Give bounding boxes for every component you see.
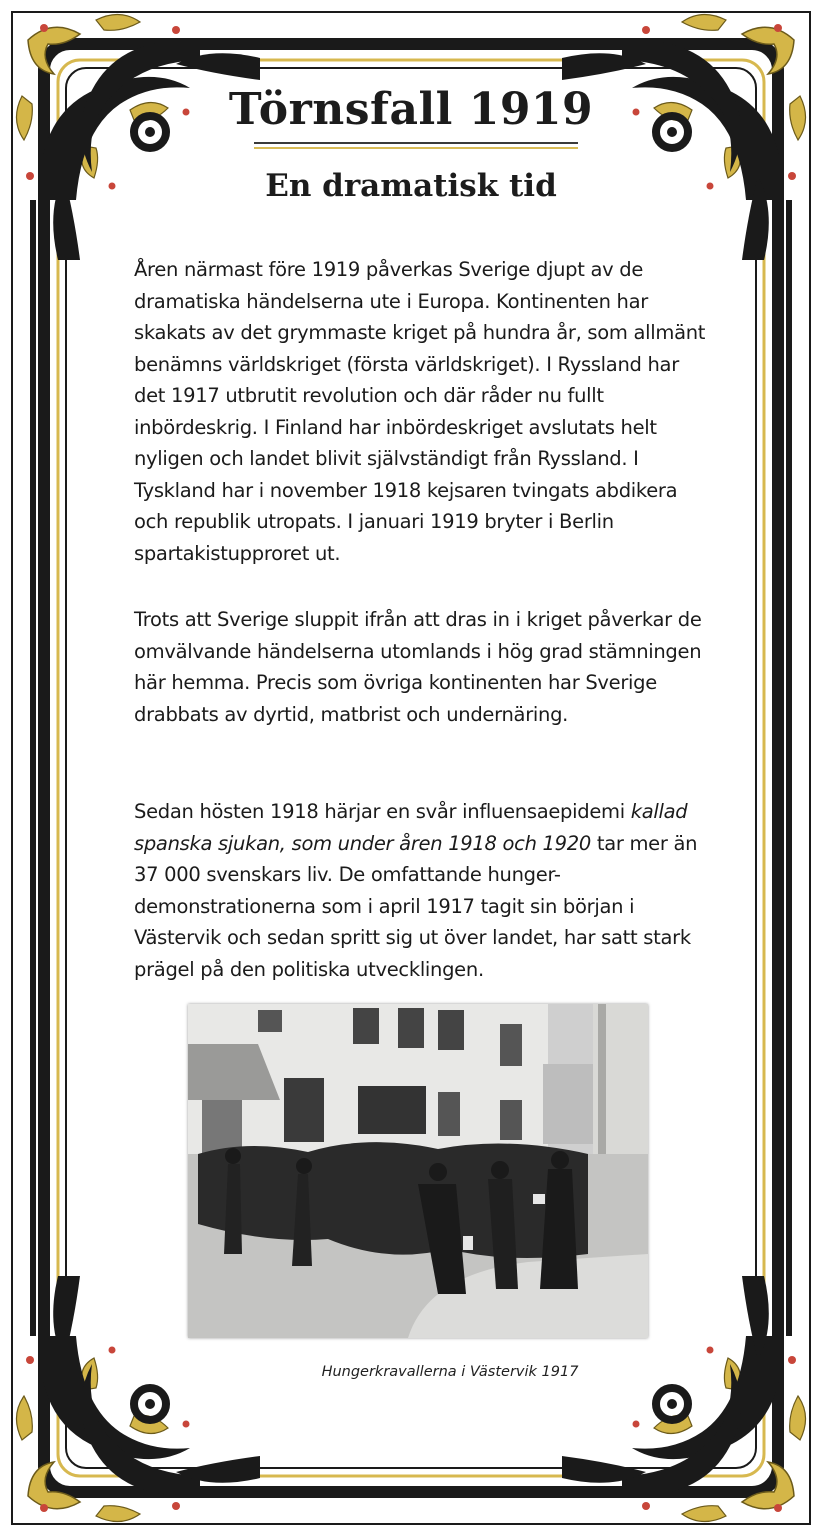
photo-caption: Hungerkravallerna i Västervik 1917	[321, 1364, 579, 1380]
paragraph-3-italic: kallad spanska sjukan, som under åren 1918 och 1920	[134, 800, 688, 855]
paragraph-3-part-2: tar mer än 37 000 svenskars liv. De omfattande hunger-demonstrationerna som i april 1917 tagit sin början i Västervik och sedan spritt sig ut över landet, har satt stark prägel på den politiska utvecklingen.	[134, 831, 698, 981]
paragraph-1: Åren närmast före 1919 påverkas Sverige djupt av de dramatiska händelserna ute i Europa. Kontinenten har skakats av det grymmaste kriget på hundra år, som allmänt benämns världskriget (första världskriget). I Ryssland har det 1917 utbrutit revolution och där råder nu fullt inbördeskrig. I Finland har inbördeskriget avslutats helt nyligen och landet blivit självständigt från Ryssland. I Tyskland har i november 1918 kejsaren tvingats abdikera och republik utropats. I januari 1919 bryter i Berlin spartakistupproret ut.	[134, 258, 706, 565]
page-subtitle: En dramatisk tid	[265, 168, 557, 204]
paragraph-3	[134, 796, 714, 985]
paragraph-2: Trots att Sverige sluppit ifrån att dras in i kriget påverkar de omvälvande händelserna utomlands i hög grad stämningen här hemma. Precis som övriga kontinenten har Sverige drabbats av dyrtid, matbrist och undernäring.	[134, 608, 702, 726]
historical-photo	[188, 1004, 648, 1338]
page-title: Törnsfall 1919	[228, 84, 594, 135]
title-divider-gold	[254, 147, 578, 149]
paragraph-3-part-1: Sedan hösten 1918 härjar en svår influensaepidemi	[134, 800, 631, 823]
title-divider	[254, 142, 578, 144]
